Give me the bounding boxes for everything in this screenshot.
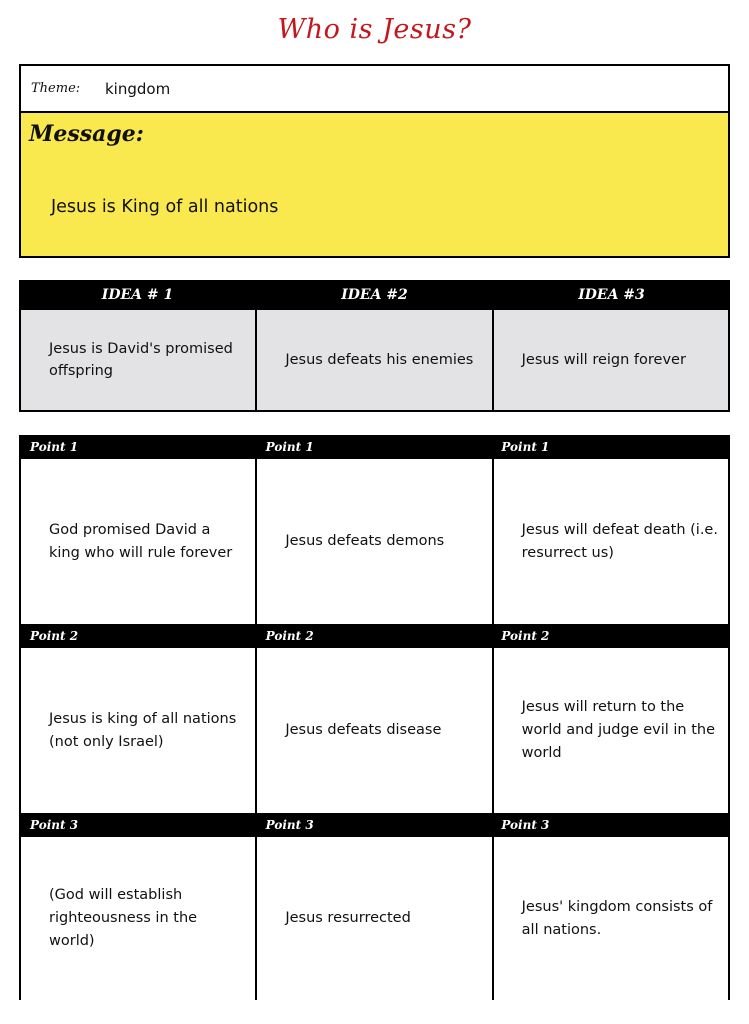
idea-1-header: IDEA # 1 (101, 287, 174, 303)
point-cell: Jesus' kingdom consists of all nations. (494, 837, 728, 1000)
points-2-row (21, 648, 728, 813)
points-2-header-row (21, 624, 728, 648)
points-1-header-row (21, 435, 728, 459)
theme-row (21, 66, 728, 113)
ideas-table (19, 280, 730, 412)
idea-3-header: IDEA #3 (578, 287, 645, 303)
points-1-row (21, 459, 728, 624)
ideas-header-row (19, 280, 730, 310)
point-header: Point 1 (501, 440, 550, 454)
idea-2-cell: Jesus defeats his enemies (257, 310, 493, 410)
point-cell: Jesus will defeat death (i.e. resurrect us) (494, 459, 728, 624)
ideas-content-row (19, 310, 730, 412)
theme-label: Theme: (31, 81, 81, 96)
points-3-row (21, 837, 728, 1002)
idea-1-cell: Jesus is David's promised offspring (21, 310, 257, 410)
point-cell: (God will establish righteousness in the world) (21, 837, 257, 1000)
point-header: Point 1 (265, 440, 314, 454)
idea-2-header: IDEA #2 (341, 287, 408, 303)
point-header: Point 2 (501, 629, 550, 643)
points-3-header-row (21, 813, 728, 837)
idea-3-cell: Jesus will reign forever (521, 352, 686, 368)
point-cell: Jesus resurrected (257, 837, 493, 1000)
theme-value: kingdom (105, 79, 171, 98)
point-header: Point 3 (30, 818, 79, 832)
message-area (21, 113, 728, 256)
point-header: Point 2 (30, 629, 79, 643)
theme-message-box (19, 64, 730, 258)
message-text: Jesus is King of all nations (51, 197, 279, 217)
points-grid (19, 435, 730, 1000)
point-cell: Jesus defeats demons (257, 459, 493, 624)
point-header: Point 1 (30, 440, 79, 454)
point-cell: God promised David a king who will rule forever (21, 459, 257, 624)
point-header: Point 3 (265, 818, 314, 832)
point-cell: Jesus will return to the world and judge evil in the world (494, 648, 728, 813)
point-header: Point 3 (501, 818, 550, 832)
point-cell: Jesus defeats disease (257, 648, 493, 813)
message-label: Message: (29, 121, 144, 147)
point-header: Point 2 (265, 629, 314, 643)
point-cell: Jesus is king of all nations (not only Israel) (21, 648, 257, 813)
page-title: Who is Jesus? (277, 14, 472, 45)
